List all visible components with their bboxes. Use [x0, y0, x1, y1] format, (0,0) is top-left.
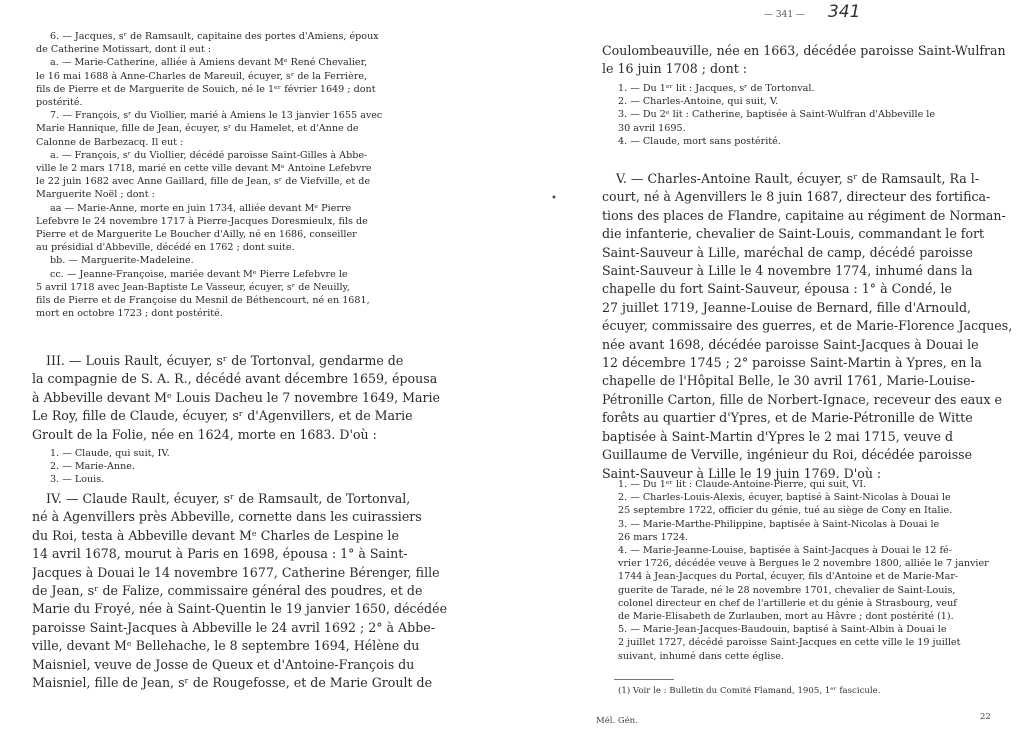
right-block4-line: de Marie-Elisabeth de Zurlauben, mort au Hâvre ; dont postérité (1). — [618, 611, 954, 623]
right-block4-line: suivant, inhumé dans cette église. — [618, 650, 784, 662]
left-block1-line: 5 avril 1718 avec Jean-Baptiste Le Vasseur, écuyer, sʳ de Neuilly, — [36, 281, 350, 293]
right-block3-line: écuyer, commissaire des guerres, et de Marie-Florence Jacques, — [602, 318, 1013, 334]
right-block3-line: chapelle du fort Saint-Sauveur, épousa : 1° à Condé, le — [602, 281, 952, 297]
footnote-rule — [614, 679, 674, 680]
left-block4-line: du Roi, testa à Abbeville devant Mᵉ Charles de Lespine le — [32, 527, 399, 543]
left-block2-line: III. — Louis Rault, écuyer, sʳ de Tortonval, gendarme de — [46, 353, 404, 368]
right-block3-line: forêts au quartier d'Ypres, et de Marie-Pétronille de Witte — [602, 410, 973, 426]
right-paragraph-charles-antoine — [602, 170, 1020, 483]
left-children-list — [50, 447, 454, 487]
left-paragraph-louis-rault — [32, 352, 454, 444]
left-footer: Mél. Gén. — [596, 716, 638, 726]
left-block1-line: Calonne de Barbezacq. Il eut : — [36, 136, 184, 148]
right-block3-line: Saint-Sauveur à Lille, maréchal de camp, décédé paroisse — [602, 244, 973, 260]
right-block4-line: 26 mars 1724. — [618, 531, 689, 543]
left-block1-line: le 16 mai 1688 à Anne-Charles de Mareuil, écuyer, sʳ de la Ferrière, — [36, 70, 368, 82]
page-header: — 341 — — [764, 10, 805, 20]
left-block4-line: Jacques à Douai le 14 novembre 1677, Catherine Bérenger, fille — [32, 564, 440, 580]
left-block1-line: 7. — François, sʳ du Viollier, marié à Amiens le 13 janvier 1655 avec — [50, 110, 383, 122]
right-block3-line: chapelle de l'Hôpital Belle, le 30 avril 1761, Marie-Louise- — [602, 373, 975, 389]
right-block2-line: 4. — Claude, mort sans postérité. — [618, 135, 781, 147]
left-block4-line: Marie du Froyé, née à Saint-Quentin le 19 janvier 1650, décédée — [32, 601, 448, 617]
right-block1-line: le 16 juin 1708 ; dont : — [602, 61, 748, 77]
left-block1-line: aa — Marie-Anne, morte en juin 1734, alliée devant Mᵉ Pierre — [50, 202, 352, 214]
left-block1-line: postérité. — [36, 97, 83, 109]
right-block4-line: 4. — Marie-Jeanne-Louise, baptisée à Saint-Jacques à Douai le 12 fé- — [618, 545, 952, 557]
left-block2-line: Le Roy, fille de Claude, écuyer, sʳ d'Agenvillers, et de Marie — [32, 408, 413, 424]
left-block4-line: Maisniel, veuve de Josse de Queux et d'Antoine-François du — [32, 656, 415, 672]
left-block1-line: le 22 juin 1682 avec Anne Gaillard, fille de Jean, sʳ de Viefville, et de — [36, 176, 371, 188]
right-block2-line: 2. — Charles-Antoine, qui suit, V. — [618, 96, 779, 108]
footnote: (1) Voir le : Bulletin du Comité Flamand, 1905, 1ᵉʳ fascicule. — [618, 686, 881, 696]
left-paragraph-claude-rault — [32, 490, 454, 692]
left-block1-line: fils de Pierre et de Françoise du Mesnil de Béthencourt, né en 1681, — [36, 295, 370, 307]
right-block4-line: 2. — Charles-Louis-Alexis, écuyer, baptisé à Saint-Nicolas à Douai le — [618, 492, 951, 504]
right-block4-line: colonel directeur en chef de l'artillerie et du génie à Strasbourg, veuf — [618, 597, 957, 609]
right-block3-line: née avant 1698, décédée paroisse Saint-Jacques à Douai le — [602, 336, 979, 352]
left-block4-line: IV. — Claude Rault, écuyer, sʳ de Ramsault, de Tortonval, — [46, 491, 411, 506]
right-block2-line: 30 avril 1695. — [618, 122, 686, 134]
left-block1-line: au présidial d'Abbeville, décédé en 1762 ; dont suite. — [36, 242, 295, 254]
gutter-mark: • — [551, 193, 557, 204]
right-block4-line: 1. — Du 1ᵉʳ lit : Claude-Antoine-Pierre, qui suit, VI. — [618, 479, 867, 490]
left-block1-line: de Catherine Motissart, dont il eut : — [36, 44, 212, 56]
right-block4-line: vrier 1726, décédée veuve à Bergues le 2 novembre 1800, alliée le 7 janvier — [618, 558, 989, 570]
left-block1-line: Pierre et de Marguerite Le Boucher d'Ailly, né en 1686, conseiller — [36, 229, 357, 241]
right-block3-line: Saint-Sauveur à Lille le 19 juin 1769. D'où : — [602, 465, 882, 481]
handwritten-page-number: 341 — [828, 2, 861, 22]
left-paragraph-descendants — [36, 30, 454, 320]
right-block3-line: court, né à Agenvillers le 8 juin 1687, directeur des fortifica- — [602, 189, 991, 205]
right-block4-line: 5. — Marie-Jean-Jacques-Baudouin, baptisé à Saint-Albin à Douai le — [618, 624, 947, 636]
right-block3-line: Pétronille Carton, fille de Norbert-Ignace, receveur des eaux e — [602, 391, 1002, 407]
left-block3-line: 2. — Marie-Anne. — [50, 461, 135, 473]
left-block4-line: 14 avril 1678, mourut à Paris en 1698, épousa : 1° à Saint- — [32, 546, 408, 562]
right-block3-line: 12 décembre 1745 ; 2° paroisse Saint-Martin à Ypres, en la — [602, 355, 982, 371]
left-block1-line: bb. — Marguerite-Madeleine. — [50, 255, 194, 267]
left-block3-line: 1. — Claude, qui suit, IV. — [50, 448, 170, 459]
right-block4-line: 25 septembre 1722, officier du génie, tué au siège de Cony en Italie. — [618, 505, 953, 517]
left-block1-line: ville le 2 mars 1718, marié en cette ville devant Mᵉ Antoine Lefebvre — [36, 163, 372, 175]
right-block2-line: 3. — Du 2ᵉ lit : Catherine, baptisée à Saint-Wulfran d'Abbeville le — [618, 109, 936, 121]
right-footer-number: 22 — [980, 712, 991, 722]
right-children-list-1 — [618, 82, 1018, 148]
right-children-list-2 — [618, 478, 1020, 663]
left-block4-line: ville, devant Mᵉ Bellehache, le 8 septembre 1694, Hélène du — [32, 638, 420, 654]
right-block3-line: Saint-Sauveur à Lille le 4 novembre 1774, inhumé dans la — [602, 263, 973, 279]
right-block4-line: 1744 à Jean-Jacques du Portal, écuyer, fils d'Antoine et de Marie-Mar- — [618, 571, 959, 583]
right-page — [566, 0, 1024, 745]
left-block2-line: à Abbeville devant Mᵉ Louis Dacheu le 7 novembre 1649, Marie — [32, 389, 441, 405]
right-block3-line: baptisée à Saint-Martin d'Ypres le 2 mai 1715, veuve d — [602, 428, 954, 444]
left-block4-line: de Jean, sʳ de Falize, commissaire général des poudres, et de — [32, 583, 423, 599]
right-paragraph-continuation — [602, 42, 1018, 79]
right-block1-line: Coulombeauville, née en 1663, décédée paroisse Saint-Wulfran — [602, 43, 1006, 58]
left-page — [0, 0, 460, 745]
left-block1-line: fils de Pierre et de Marguerite de Souich, né le 1ᵉʳ février 1649 ; dont — [36, 83, 376, 95]
left-block1-line: a. — Marie-Catherine, alliée à Amiens devant Mᵉ René Chevalier, — [50, 57, 368, 69]
left-block1-line: Marie Hannique, fille de Jean, écuyer, sʳ du Hamelet, et d'Anne de — [36, 123, 359, 135]
right-block3-line: die infanterie, chevalier de Saint-Louis, commandant le fort — [602, 226, 985, 242]
left-block1-line: Lefebvre le 24 novembre 1717 à Pierre-Jacques Doresmieulx, fils de — [36, 215, 368, 227]
left-block3-line: 3. — Louis. — [50, 474, 105, 486]
right-block3-line: Guillaume de Verville, ingénieur du Roi, décédée paroisse — [602, 447, 973, 463]
right-block3-line: tions des places de Flandre, capitaine au régiment de Norman- — [602, 207, 1006, 223]
left-block1-line: a. — François, sʳ du Viollier, décédé paroisse Saint-Gilles à Abbe- — [50, 149, 368, 161]
left-block4-line: paroisse Saint-Jacques à Abbeville le 24 avril 1692 ; 2° à Abbe- — [32, 619, 435, 635]
left-block2-line: Groult de la Folie, née en 1624, morte en 1683. D'où : — [32, 426, 377, 442]
left-block1-line: Marguerite Noël ; dont : — [36, 189, 155, 201]
right-block4-line: guerite de Tarade, né le 28 novembre 1701, chevalier de Saint-Louis, — [618, 584, 956, 596]
right-block4-line: 2 juillet 1727, décédé paroisse Saint-Jacques en cette ville le 19 juillet — [618, 637, 961, 649]
left-block4-line: né à Agenvillers près Abbeville, cornette dans les cuirassiers — [32, 509, 422, 525]
left-block1-line: cc. — Jeanne-Françoise, mariée devant Mᵉ Pierre Lefebvre le — [50, 268, 348, 280]
right-block3-line: 27 juillet 1719, Jeanne-Louise de Bernard, fille d'Arnould, — [602, 299, 972, 315]
left-block4-line: Maisniel, fille de Jean, sʳ de Rougefosse, et de Marie Groult de — [32, 675, 433, 691]
right-block3-line: V. — Charles-Antoine Rault, écuyer, sʳ de Ramsault, Ra l- — [616, 171, 980, 186]
left-block1-line: 6. — Jacques, sʳ de Ramsault, capitaine des portes d'Amiens, époux — [50, 31, 379, 42]
left-block1-line: mort en octobre 1723 ; dont postérité. — [36, 308, 223, 320]
left-block2-line: la compagnie de S. A. R., décédé avant décembre 1659, épousa — [32, 371, 438, 387]
right-block2-line: 1. — Du 1ᵉʳ lit : Jacques, sʳ de Tortonval. — [618, 83, 815, 94]
right-block4-line: 3. — Marie-Marthe-Philippine, baptisée à Saint-Nicolas à Douai le — [618, 518, 940, 530]
